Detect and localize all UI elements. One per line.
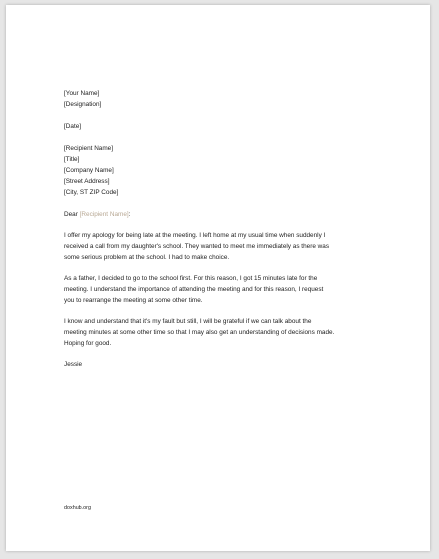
paragraph-1	[64, 230, 394, 263]
recipient-name: [Recipient Name]	[64, 145, 114, 152]
salutation	[64, 209, 394, 220]
paragraph-line: As a father, I decided to go to the school first. For this reason, I got 15 minutes late for the	[64, 275, 318, 282]
paragraph-line: you to rearrange the meeting at some other time.	[64, 297, 203, 304]
document-page	[6, 5, 430, 551]
signature-name: Jessie	[64, 361, 83, 368]
paragraph-line: I know and understand that it's my fault but still, I will be grateful if we can talk about the	[64, 318, 312, 325]
salutation-prefix: Dear	[64, 211, 78, 218]
sender-name: [Your Name]	[64, 90, 100, 97]
recipient-street: [Street Address]	[64, 178, 110, 185]
paragraph-line: received a call from my daughter's school. They wanted to meet me immediately as there was	[64, 243, 330, 250]
paragraph-line: some serious problem at the school. I had to make choice.	[64, 254, 230, 261]
site-footer: doxhub.org	[64, 505, 91, 511]
paragraph-2	[64, 273, 394, 306]
paragraph-3	[64, 316, 394, 349]
recipient-city: [City, ST ZIP Code]	[64, 189, 119, 196]
sender-designation: [Designation]	[64, 101, 102, 108]
paragraph-line: meeting. I understand the importance of attending the meeting and for this reason, I request	[64, 286, 324, 293]
recipient-title: [Title]	[64, 156, 80, 163]
recipient-company: [Company Name]	[64, 167, 114, 174]
letter-body	[64, 88, 394, 370]
paragraph-line: Hoping for good.	[64, 340, 112, 347]
salutation-recipient-placeholder: [Recipient Name]	[79, 211, 129, 218]
letter-date: [Date]	[64, 123, 82, 130]
paragraph-line: meeting minutes at some other time so that I may also get an understanding of decisions made.	[64, 329, 335, 336]
salutation-suffix: :	[128, 211, 131, 218]
paragraph-line: I offer my apology for being late at the meeting. I left home at my usual time when suddenly I	[64, 232, 326, 239]
